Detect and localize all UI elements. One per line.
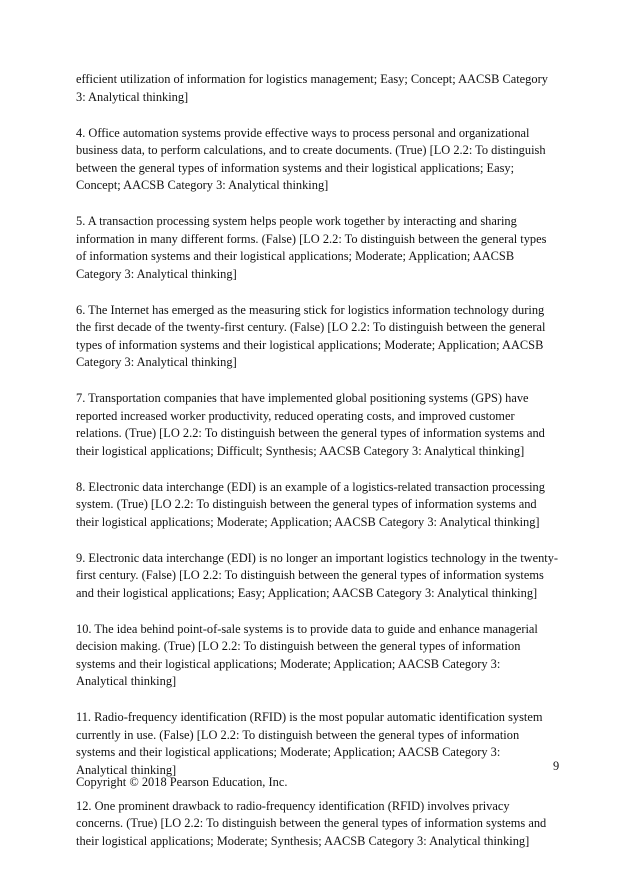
question-9 [76, 550, 564, 603]
text-line: 6. The Internet has emerged as the measuring stick for logistics information technology during [76, 302, 545, 317]
question-7 [76, 390, 564, 460]
text-line: reported increased worker productivity, reduced operating costs, and improved customer [76, 408, 515, 423]
text-line: Analytical thinking] [76, 674, 177, 688]
text-line: and their logistical applications; Easy; Application; AACSB Category 3: Analytical thinking] [76, 585, 538, 600]
page-number: 9 [553, 759, 560, 773]
text-line: 4. Office automation systems provide effective ways to process personal and organizational [76, 125, 530, 140]
text-line: 8. Electronic data interchange (EDI) is an example of a logistics-related transaction processing [76, 479, 545, 494]
text-line: their logistical applications; Moderate; Synthesis; AACSB Category 3: Analytical thinking] [76, 833, 530, 848]
text-line: 10. The idea behind point-of-sale systems is to provide data to guide and enhance managerial [76, 621, 538, 636]
text-line: Analytical thinking] [76, 762, 177, 777]
question-11 [76, 709, 564, 779]
page-content [76, 71, 564, 869]
text-line: systems and their logistical applications; Moderate; Application; AACSB Category 3: [76, 656, 501, 671]
text-line: 7. Transportation companies that have implemented global positioning systems (GPS) have [76, 391, 529, 405]
text-line: of information systems and their logistical applications; Moderate; Application; AACSB [76, 249, 515, 263]
text-line: Category 3: Analytical thinking] [76, 266, 237, 281]
text-line: the first decade of the twenty-first century. (False) [LO 2.2: To distinguish between the general [76, 320, 546, 334]
question-4 [76, 125, 564, 195]
text-line: system. (True) [LO 2.2: To distinguish between the general types of information systems and [76, 497, 537, 511]
question-6 [76, 302, 564, 372]
question-10 [76, 621, 564, 691]
question-5 [76, 213, 564, 283]
text-line: efficient utilization of information for logistics management; Easy; Concept; AACSB Category [76, 72, 548, 86]
text-line: relations. (True) [LO 2.2: To distinguish between the general types of information systems and [76, 426, 545, 440]
text-line: information in many different forms. (False) [LO 2.2: To distinguish between the general types [76, 231, 547, 246]
paragraph-continuation [76, 71, 564, 106]
text-line: between the general types of information systems and their logistical applications; Easy; [76, 160, 515, 175]
text-line: their logistical applications; Difficult; Synthesis; AACSB Category 3: Analytical thinking] [76, 443, 525, 458]
question-8 [76, 479, 564, 532]
question-12 [76, 798, 564, 851]
text-line: first century. (False) [LO 2.2: To distinguish between the general types of information systems [76, 568, 544, 582]
text-line: 3: Analytical thinking] [76, 89, 189, 104]
text-line: types of information systems and their logistical applications; Moderate; Application; AACSB [76, 337, 544, 352]
text-line: their logistical applications; Moderate; Application; AACSB Category 3: Analytical thinking] [76, 514, 540, 529]
text-line: 12. One prominent drawback to radio-frequency identification (RFID) involves privacy [76, 798, 510, 813]
text-line: Category 3: Analytical thinking] [76, 355, 237, 369]
text-line: 9. Electronic data interchange (EDI) is no longer an important logistics technology in the twenty- [76, 550, 559, 565]
copyright-footer: Copyright © 2018 Pearson Education, Inc. [76, 775, 288, 789]
text-line: currently in use. (False) [LO 2.2: To distinguish between the general types of information [76, 727, 520, 742]
text-line: business data, to perform calculations, and to create documents. (True) [LO 2.2: To distinguish [76, 143, 546, 157]
text-line: Concept; AACSB Category 3: Analytical thinking] [76, 178, 329, 192]
text-line: systems and their logistical applications; Moderate; Application; AACSB Category 3: [76, 745, 501, 759]
text-line: decision making. (True) [LO 2.2: To distinguish between the general types of information [76, 639, 521, 653]
text-line: 11. Radio-frequency identification (RFID) is the most popular automatic identification system [76, 710, 543, 724]
text-line: concerns. (True) [LO 2.2: To distinguish between the general types of information systems and [76, 816, 547, 830]
text-line: 5. A transaction processing system helps people work together by interacting and sharing [76, 214, 517, 228]
